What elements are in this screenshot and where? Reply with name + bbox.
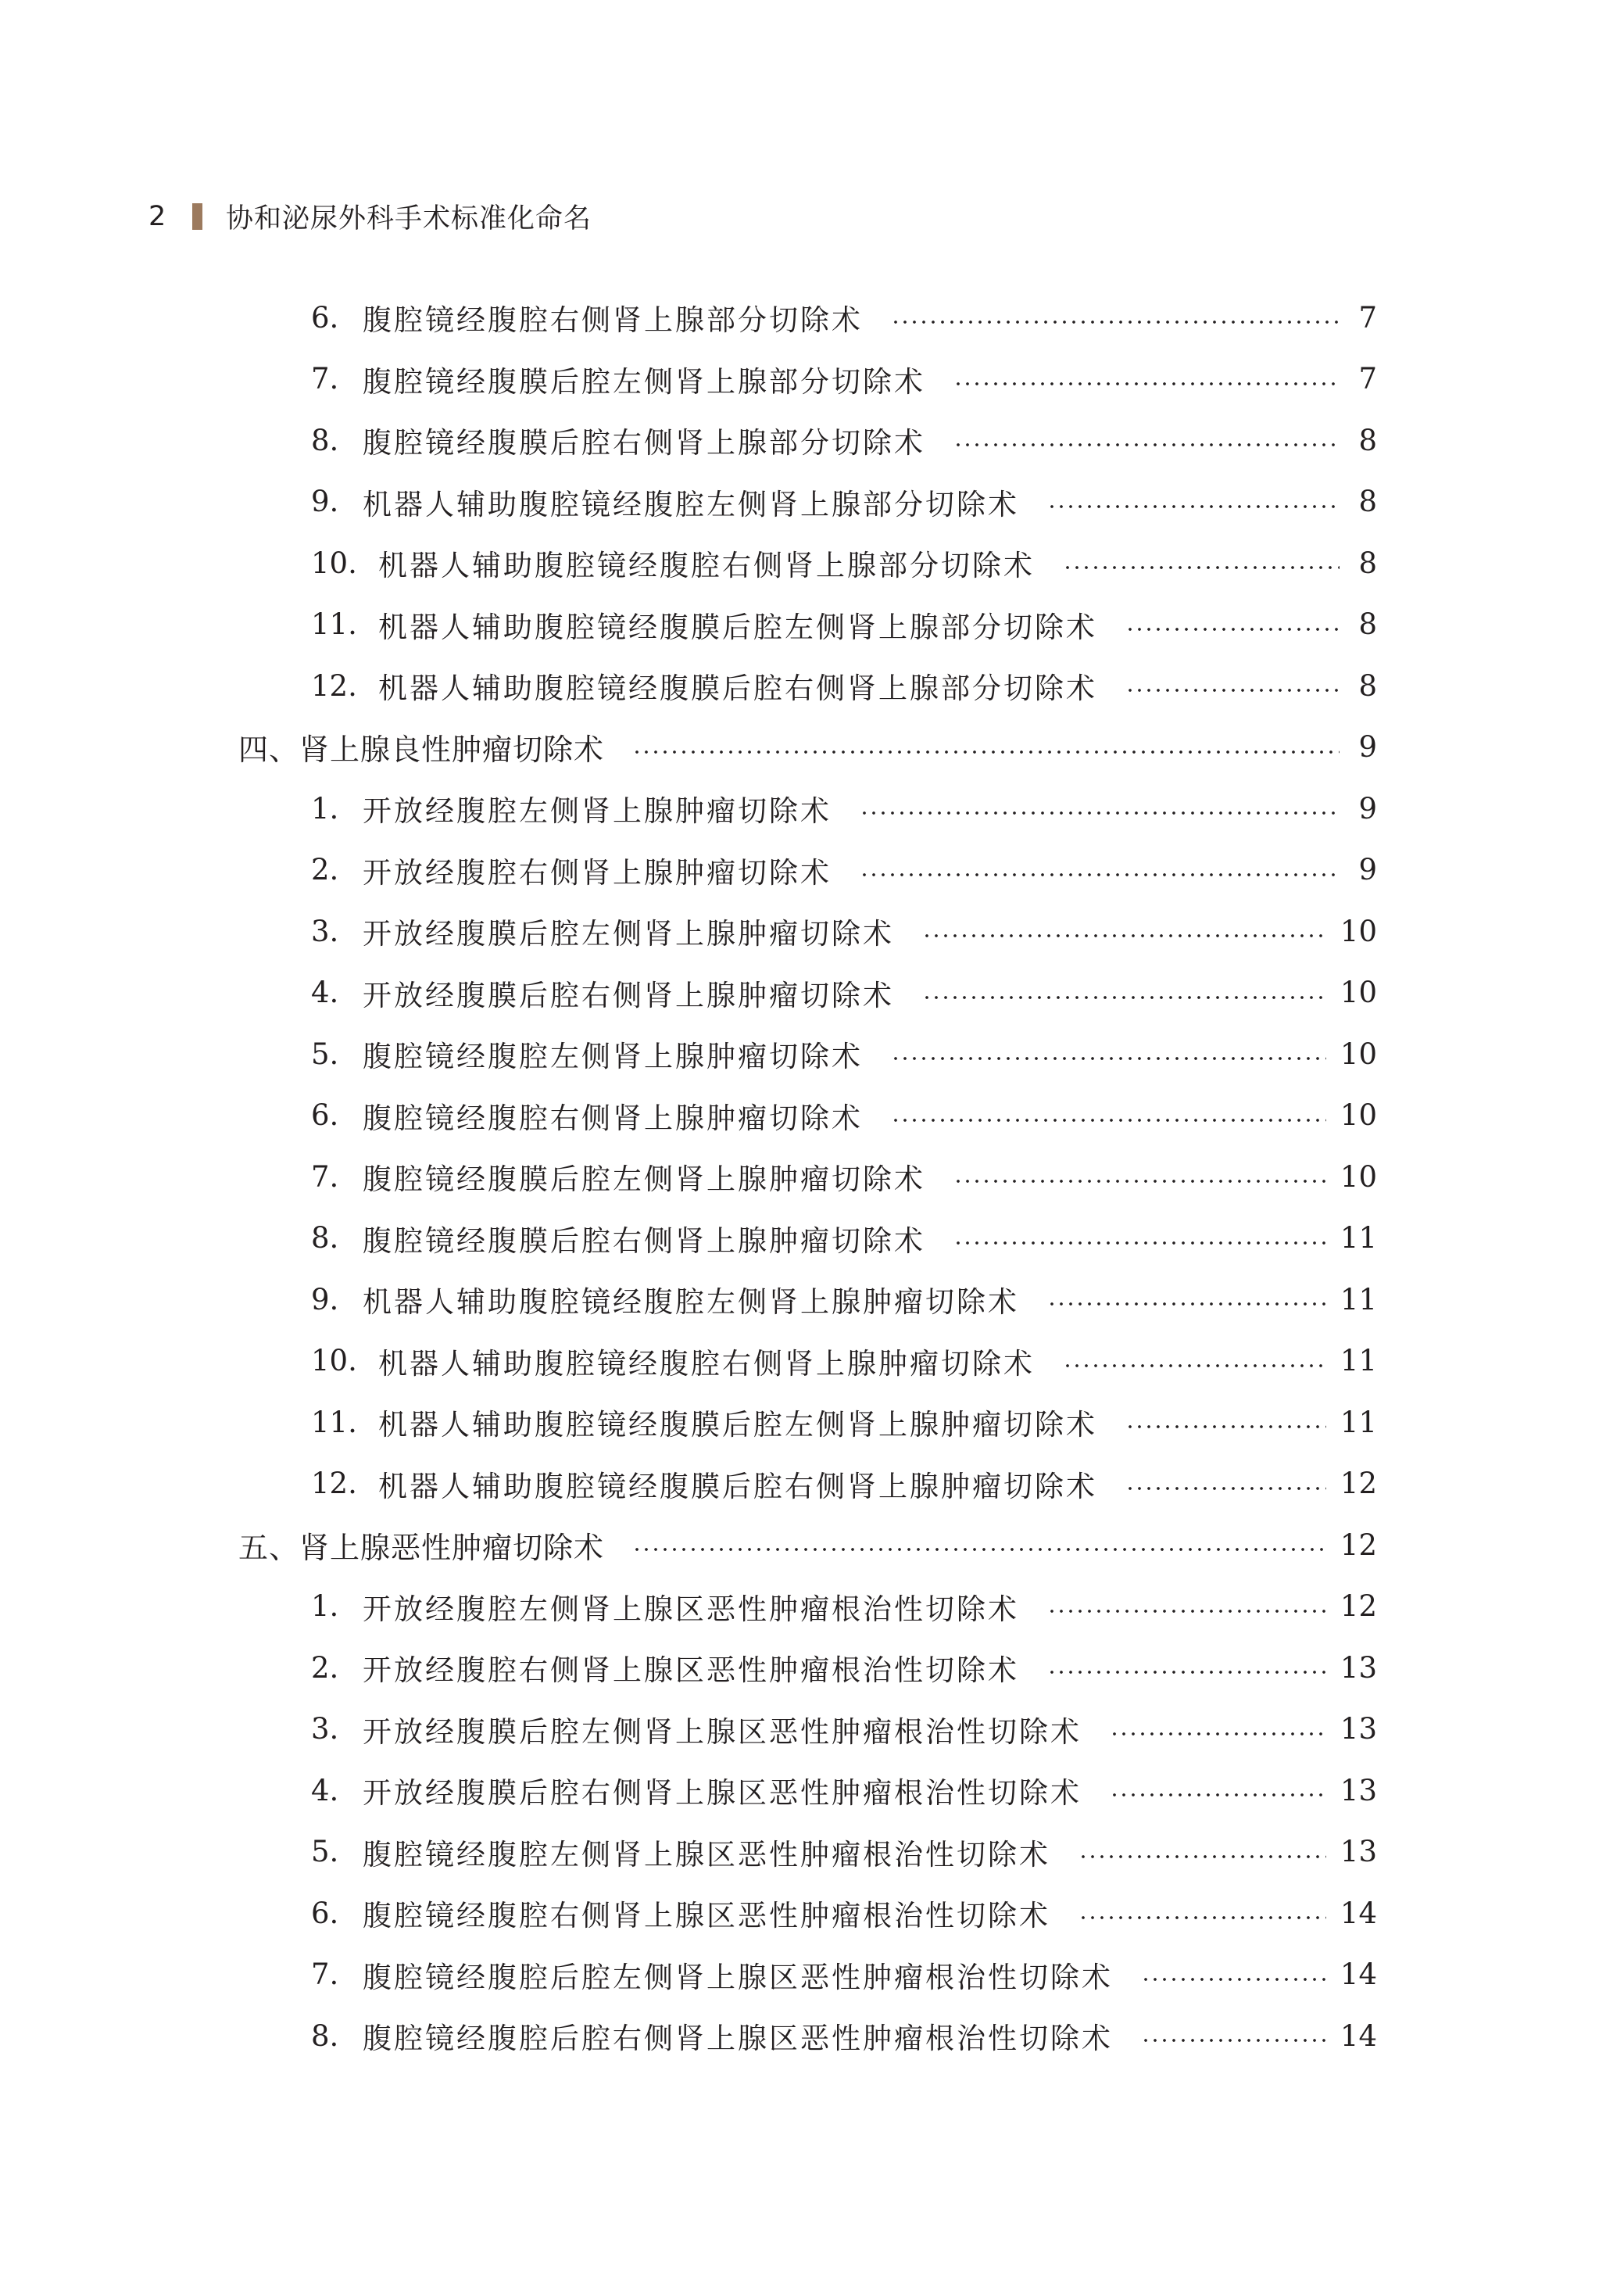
toc-entry-label: 腹腔镜经腹腔右侧肾上腺部分切除术 xyxy=(363,303,863,337)
dot-leader xyxy=(1047,504,1340,509)
toc-entry-number: 2. xyxy=(311,1650,339,1685)
toc-section-heading[interactable] xyxy=(238,724,1377,771)
toc-entry-label: 开放经腹膜后腔左侧肾上腺区恶性肿瘤根治性切除术 xyxy=(363,1714,1082,1749)
dot-leader xyxy=(891,1056,1326,1061)
dot-leader xyxy=(860,811,1340,815)
toc-entry-label: 机器人辅助腹腔镜经腹膜后腔右侧肾上腺肿瘤切除术 xyxy=(378,1469,1097,1503)
toc-entry[interactable] xyxy=(311,1829,1377,1875)
toc-entry-number: 7. xyxy=(311,1159,339,1194)
toc-entry-number: 8. xyxy=(311,2018,339,2053)
toc-entry[interactable] xyxy=(311,1706,1377,1753)
toc-page-number: 14 xyxy=(1340,2018,1377,2053)
dot-leader xyxy=(1125,1424,1326,1429)
toc-entry-number: 12. xyxy=(311,1467,357,1500)
dot-leader xyxy=(1078,1854,1326,1859)
toc-page-number: 8 xyxy=(1358,423,1377,457)
dot-leader xyxy=(1047,1302,1326,1306)
dot-leader xyxy=(1125,1486,1326,1491)
toc-entry-label: 开放经腹腔右侧肾上腺肿瘤切除术 xyxy=(363,855,832,890)
toc-entry-label: 腹腔镜经腹腔左侧肾上腺肿瘤切除术 xyxy=(363,1040,863,1073)
toc-entry[interactable] xyxy=(311,1890,1377,1936)
toc-section-heading[interactable] xyxy=(238,1521,1377,1568)
toc-entry[interactable] xyxy=(311,601,1377,648)
toc-entry-label: 机器人辅助腹腔镜经腹腔右侧肾上腺部分切除术 xyxy=(378,549,1035,582)
toc-entry-label: 腹腔镜经腹腔左侧肾上腺区恶性肿瘤根治性切除术 xyxy=(363,1837,1050,1872)
dot-leader xyxy=(1078,1915,1326,1920)
toc-entry-number: 1. xyxy=(311,791,339,826)
toc-entry[interactable] xyxy=(311,478,1377,525)
dot-leader xyxy=(1110,1793,1326,1797)
toc-entry-number: 5. xyxy=(311,1835,339,1868)
toc-entry-number: 6. xyxy=(311,1896,339,1930)
toc-entry-label: 腹腔镜经腹膜后腔右侧肾上腺肿瘤切除术 xyxy=(363,1223,925,1258)
dot-leader xyxy=(1063,565,1340,570)
toc-page-number: 11 xyxy=(1340,1344,1377,1377)
toc-entry[interactable] xyxy=(311,969,1377,1016)
toc-entry-number: 3. xyxy=(311,914,339,948)
toc-page-number: 14 xyxy=(1340,1958,1377,1991)
toc-page-number: 7 xyxy=(1358,300,1377,335)
toc-entry[interactable] xyxy=(311,1644,1377,1691)
toc-page-number: 10 xyxy=(1340,1037,1377,1071)
dot-leader xyxy=(953,381,1340,386)
toc-entry-number: 1. xyxy=(311,1589,339,1623)
toc-page-number: 9 xyxy=(1358,730,1377,764)
dot-leader xyxy=(632,1547,1326,1552)
toc-entry-number: 4. xyxy=(311,976,339,1009)
toc-page-number: 8 xyxy=(1358,485,1377,518)
toc-page-number: 12 xyxy=(1340,1528,1377,1562)
toc-entry-label: 机器人辅助腹腔镜经腹膜后腔左侧肾上腺肿瘤切除术 xyxy=(378,1408,1097,1442)
toc-entry-number: 3. xyxy=(311,1712,339,1746)
toc-entry-label: 开放经腹腔右侧肾上腺区恶性肿瘤根治性切除术 xyxy=(363,1653,1019,1687)
toc-entry[interactable] xyxy=(311,1276,1377,1323)
toc-page-number: 13 xyxy=(1340,1712,1377,1746)
toc-entry[interactable] xyxy=(311,662,1377,709)
toc-entry-number: 11. xyxy=(311,1405,357,1439)
dot-leader xyxy=(632,750,1340,754)
toc-entry-number: 5. xyxy=(311,1037,339,1071)
toc-entry-label: 机器人辅助腹腔镜经腹腔右侧肾上腺肿瘤切除术 xyxy=(378,1346,1035,1381)
toc-entry[interactable] xyxy=(311,2012,1377,2059)
dot-leader xyxy=(922,933,1326,938)
toc-page-number: 10 xyxy=(1340,976,1377,1009)
toc-entry-label: 开放经腹腔左侧肾上腺区恶性肿瘤根治性切除术 xyxy=(363,1592,1019,1626)
toc-entry[interactable] xyxy=(311,1399,1377,1445)
dot-leader xyxy=(922,995,1326,1000)
dot-leader xyxy=(891,320,1340,324)
toc-entry-number: 7. xyxy=(311,1958,339,1991)
toc-entry[interactable] xyxy=(311,356,1377,403)
toc-page-number: 11 xyxy=(1340,1221,1377,1255)
toc-page-number: 13 xyxy=(1340,1773,1377,1807)
dot-leader xyxy=(1125,627,1340,632)
toc-entry[interactable] xyxy=(311,847,1377,894)
toc-page-number: 12 xyxy=(1340,1589,1377,1623)
toc-page-number: 8 xyxy=(1358,546,1377,580)
dot-leader xyxy=(1047,1609,1326,1614)
toc-entry[interactable] xyxy=(311,1583,1377,1630)
toc-entry-label: 腹腔镜经腹腔后腔右侧肾上腺区恶性肿瘤根治性切除术 xyxy=(363,2022,1113,2055)
dot-leader xyxy=(860,872,1340,877)
page-number: 2 xyxy=(148,201,166,232)
toc-entry[interactable] xyxy=(311,294,1377,341)
toc-entry-label: 开放经腹膜后腔右侧肾上腺肿瘤切除术 xyxy=(363,978,894,1012)
toc-entry-number: 2. xyxy=(311,853,339,887)
toc-entry[interactable] xyxy=(311,1153,1377,1200)
toc-entry-number: 10. xyxy=(311,1344,357,1377)
toc-page-number: 11 xyxy=(1340,1405,1377,1439)
toc-entry-number: 10. xyxy=(311,546,357,580)
toc-page-number: 14 xyxy=(1340,1896,1377,1930)
book-title: 协和泌尿外科手术标准化命名 xyxy=(226,203,592,235)
toc-entry-label: 机器人辅助腹腔镜经腹腔左侧肾上腺部分切除术 xyxy=(363,487,1019,521)
toc-entry-number: 6. xyxy=(311,1098,339,1132)
toc-entry-label: 机器人辅助腹腔镜经腹膜后腔左侧肾上腺部分切除术 xyxy=(378,610,1097,644)
toc-entry[interactable] xyxy=(311,539,1377,586)
running-header xyxy=(148,197,592,236)
toc-entry-number: 12. xyxy=(311,668,357,703)
toc-page-number: 9 xyxy=(1358,853,1377,887)
dot-leader xyxy=(1125,688,1340,693)
toc-entry-label: 开放经腹膜后腔右侧肾上腺区恶性肿瘤根治性切除术 xyxy=(363,1776,1082,1810)
dot-leader xyxy=(1110,1732,1326,1736)
toc-entry-number: 9. xyxy=(311,1282,339,1316)
toc-entry-number: 8. xyxy=(311,423,339,457)
dot-leader xyxy=(953,1179,1326,1184)
toc-page-number: 10 xyxy=(1340,1159,1377,1194)
toc-page-number: 11 xyxy=(1340,1282,1377,1316)
toc-entry-label: 五、肾上腺恶性肿瘤切除术 xyxy=(238,1530,605,1565)
toc-entry-number: 4. xyxy=(311,1773,339,1807)
toc-entry-label: 机器人辅助腹腔镜经腹腔左侧肾上腺肿瘤切除术 xyxy=(363,1285,1019,1319)
toc-page-number: 13 xyxy=(1340,1835,1377,1868)
toc-entry-label: 腹腔镜经腹腔右侧肾上腺肿瘤切除术 xyxy=(363,1101,863,1135)
toc-page-number: 8 xyxy=(1358,607,1377,641)
toc-page-number: 7 xyxy=(1358,362,1377,396)
toc-entry-number: 6. xyxy=(311,300,339,335)
toc-entry[interactable] xyxy=(311,1092,1377,1139)
toc-entry-number: 7. xyxy=(311,362,339,396)
toc-entry-label: 腹腔镜经腹膜后腔左侧肾上腺肿瘤切除术 xyxy=(363,1162,925,1196)
toc-entry-number: 9. xyxy=(311,485,339,518)
toc-entry-label: 腹腔镜经腹膜后腔左侧肾上腺部分切除术 xyxy=(363,364,925,399)
toc-entry[interactable] xyxy=(311,1951,1377,1998)
toc-entry-label: 腹腔镜经腹腔后腔左侧肾上腺区恶性肿瘤根治性切除术 xyxy=(363,1960,1113,1994)
toc-page-number: 8 xyxy=(1358,668,1377,703)
toc-entry[interactable] xyxy=(311,417,1377,464)
toc-page-number: 10 xyxy=(1340,1098,1377,1132)
toc-entry-label: 腹腔镜经腹膜后腔右侧肾上腺部分切除术 xyxy=(363,426,925,460)
dot-leader xyxy=(1063,1363,1326,1368)
toc-entry-number: 11. xyxy=(311,607,357,641)
toc-entry[interactable] xyxy=(311,1460,1377,1507)
toc-entry-label: 开放经腹膜后腔左侧肾上腺肿瘤切除术 xyxy=(363,917,894,951)
toc-page-number: 10 xyxy=(1340,914,1377,948)
toc-entry-number: 8. xyxy=(311,1221,339,1255)
toc-entry[interactable] xyxy=(311,1215,1377,1262)
toc-entry[interactable] xyxy=(311,1338,1377,1384)
dot-leader xyxy=(1141,1977,1326,1982)
dot-leader xyxy=(1141,2038,1326,2043)
toc-entry[interactable] xyxy=(311,908,1377,955)
toc-entry-label: 腹腔镜经腹腔右侧肾上腺区恶性肿瘤根治性切除术 xyxy=(363,1899,1050,1932)
toc-entry[interactable] xyxy=(311,785,1377,832)
dot-leader xyxy=(1047,1670,1326,1675)
dot-leader xyxy=(953,1241,1326,1245)
toc-page-number: 12 xyxy=(1340,1467,1377,1500)
toc-entry[interactable] xyxy=(311,1767,1377,1814)
toc-entry-label: 机器人辅助腹腔镜经腹膜后腔右侧肾上腺部分切除术 xyxy=(378,672,1097,705)
toc-entry[interactable] xyxy=(311,1030,1377,1077)
toc-page-number: 13 xyxy=(1340,1650,1377,1685)
dot-leader xyxy=(953,442,1340,447)
toc-entry-label: 四、肾上腺良性肿瘤切除术 xyxy=(238,733,605,767)
toc-entry-label: 开放经腹腔左侧肾上腺肿瘤切除术 xyxy=(363,794,832,828)
dot-leader xyxy=(891,1118,1326,1123)
header-accent-bar xyxy=(192,203,202,230)
toc-page-number: 9 xyxy=(1358,791,1377,826)
